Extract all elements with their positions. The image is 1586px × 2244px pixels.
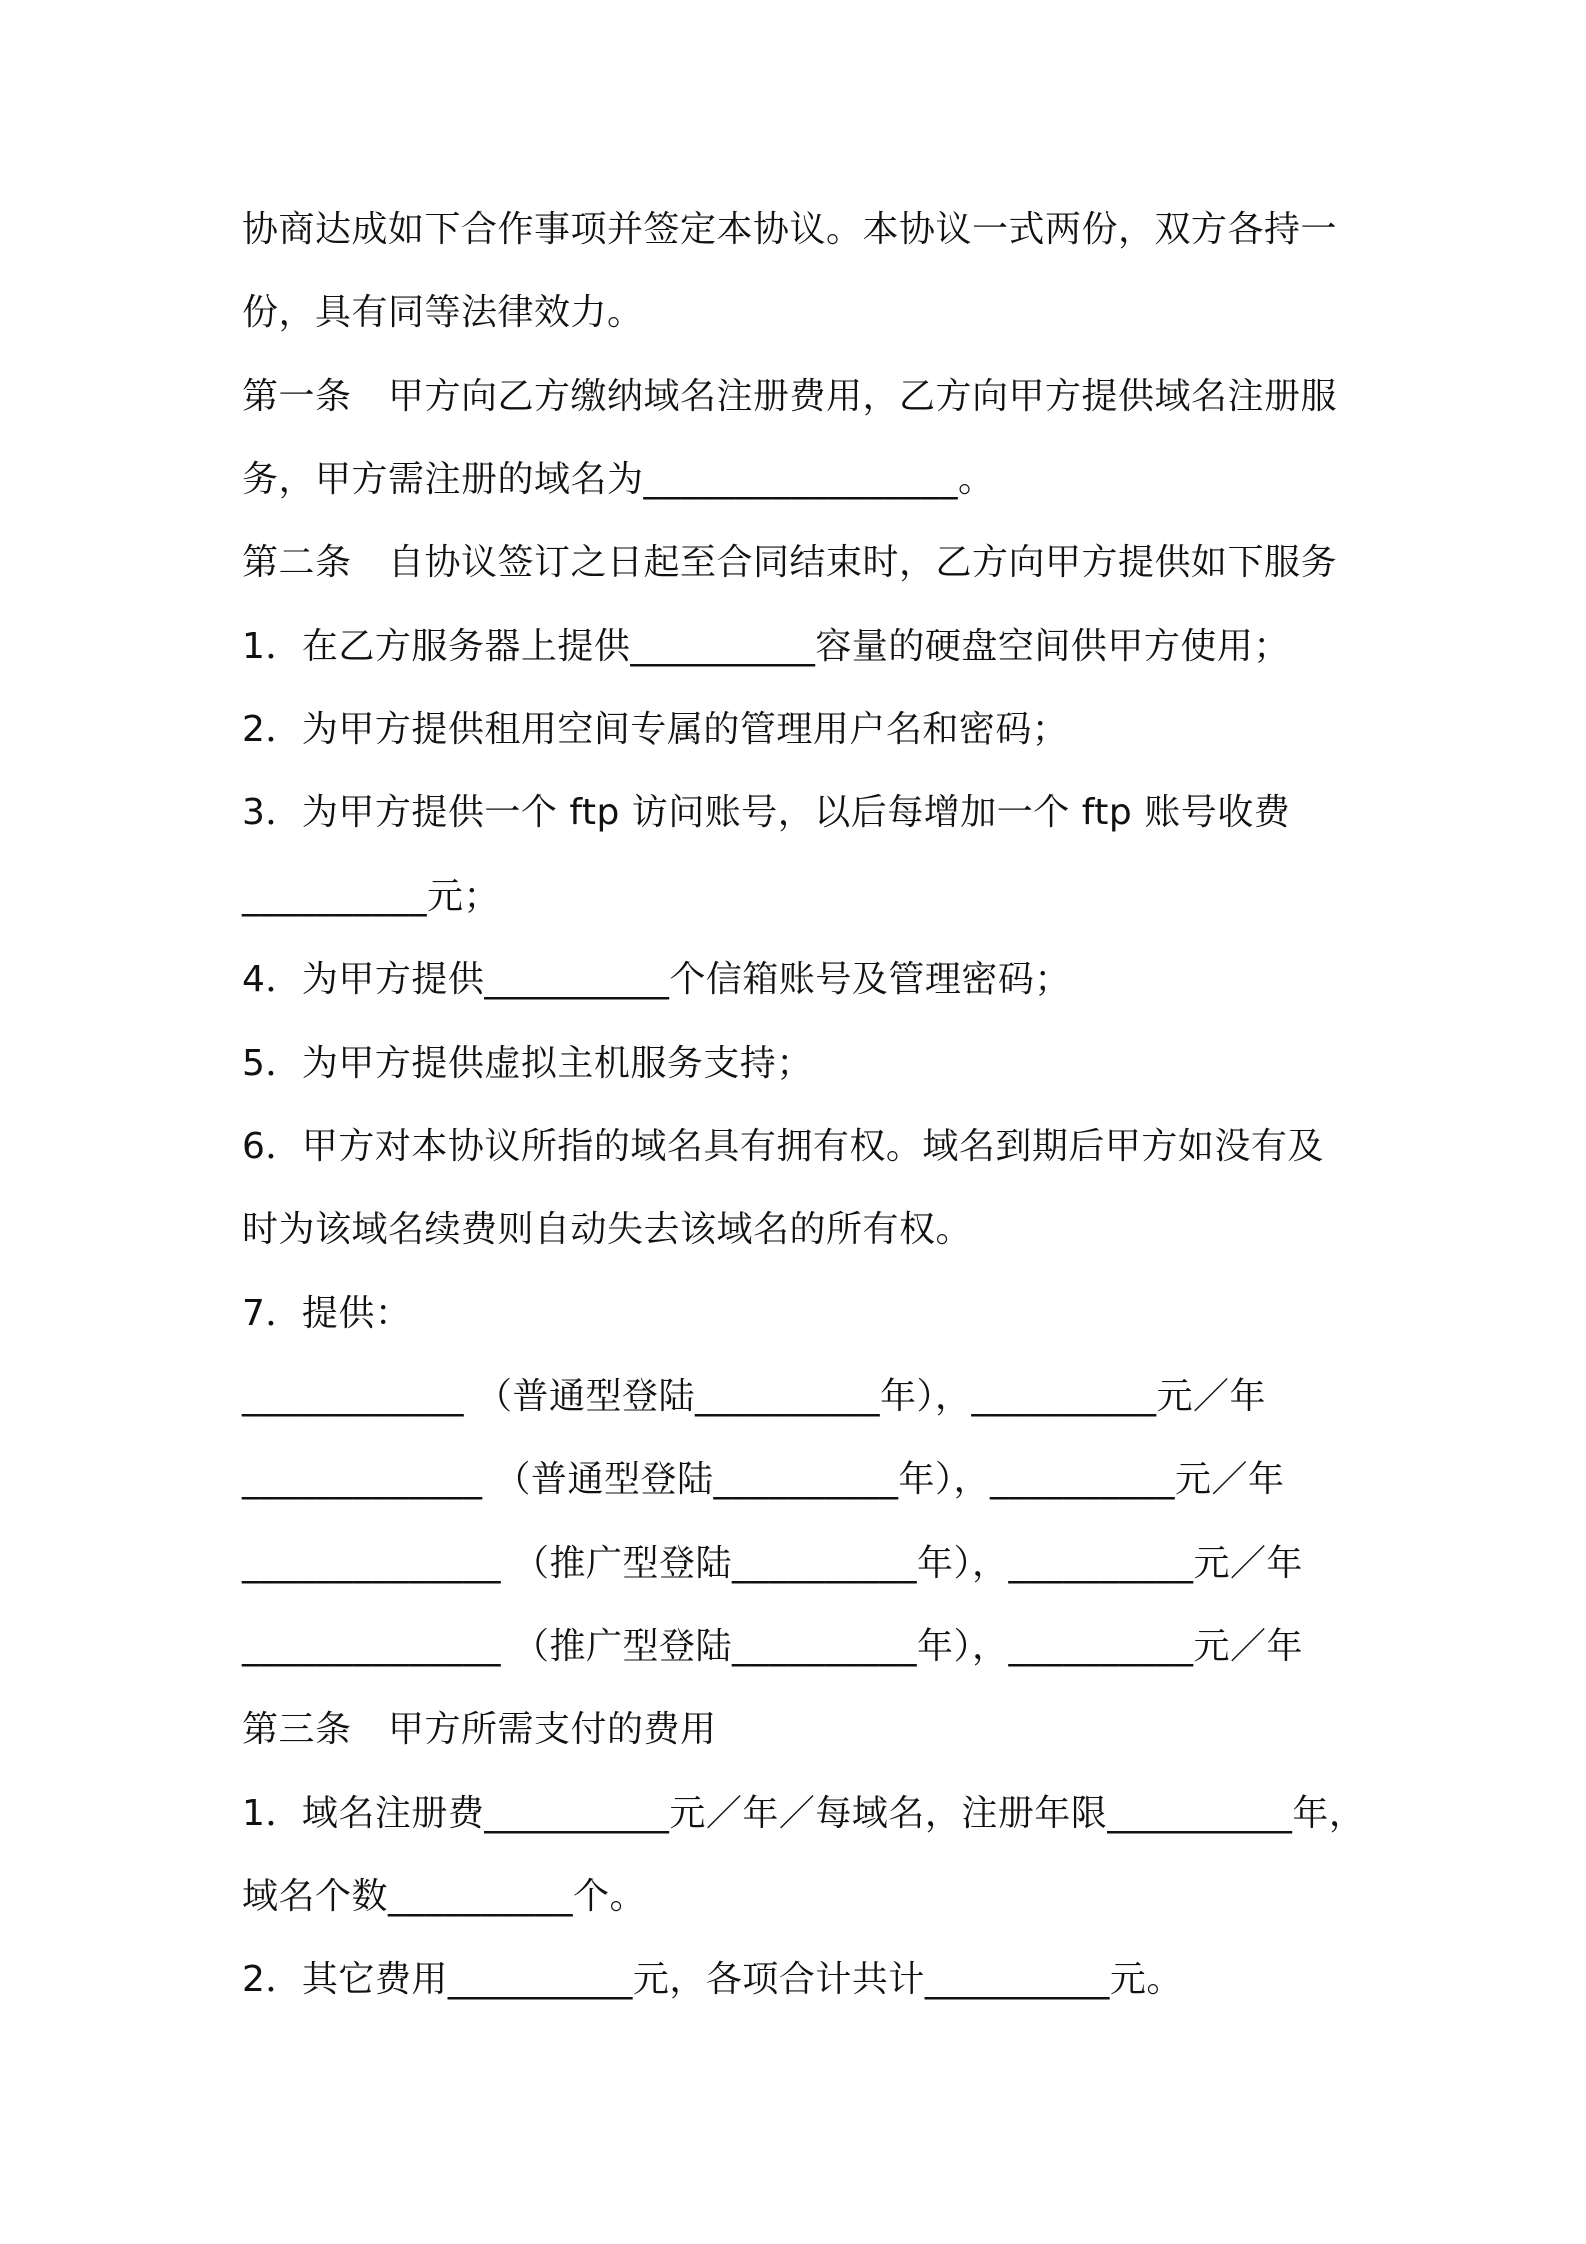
list-item: 2．为甲方提供租用空间专属的管理用户名和密码； [242,709,1069,750]
fill-in-line: ____________ （普通型登陆__________年），__________元／年 [242,1376,1266,1417]
text-line: __________元； [242,876,501,917]
list-item: 5．为甲方提供虚拟主机服务支持； [242,1043,813,1084]
list-item: 7．提供： [242,1293,412,1334]
list-item: 1．在乙方服务器上提供__________容量的硬盘空间供甲方使用； [242,626,1290,667]
text-line: 协商达成如下合作事项并签定本协议。本协议一式两份，双方各持一 [242,209,1338,250]
article-3-heading-line: 第三条 甲方所需支付的费用 [242,1709,717,1750]
article-1-heading-line: 第一条 甲方向乙方缴纳域名注册费用，乙方向甲方提供域名注册服 [242,376,1338,417]
list-item: 1．域名注册费__________元／年／每域名，注册年限__________年， [242,1793,1366,1834]
text-line: 时为该域名续费则自动失去该域名的所有权。 [242,1209,973,1250]
text-line: 域名个数__________个。 [242,1876,647,1917]
fill-in-line: ______________ （推广型登陆__________年），__________元／年 [242,1543,1303,1584]
list-item: 3．为甲方提供一个 ftp 访问账号，以后每增加一个 ftp 账号收费 [242,792,1291,833]
list-item: 2．其它费用__________元，各项合计共计__________元。 [242,1959,1183,2000]
text-line: 份，具有同等法律效力。 [242,292,644,333]
text-line: 务，甲方需注册的域名为_________________。 [242,459,995,500]
fill-in-line: ______________ （推广型登陆__________年），__________元／年 [242,1626,1303,1667]
list-item: 6．甲方对本协议所指的域名具有拥有权。域名到期后甲方如没有及 [242,1126,1324,1167]
list-item: 4．为甲方提供__________个信箱账号及管理密码； [242,959,1071,1000]
article-2-heading-line: 第二条 自协议签订之日起至合同结束时，乙方向甲方提供如下服务 [242,542,1338,583]
fill-in-line: _____________ （普通型登陆__________年），__________元／年 [242,1459,1285,1500]
